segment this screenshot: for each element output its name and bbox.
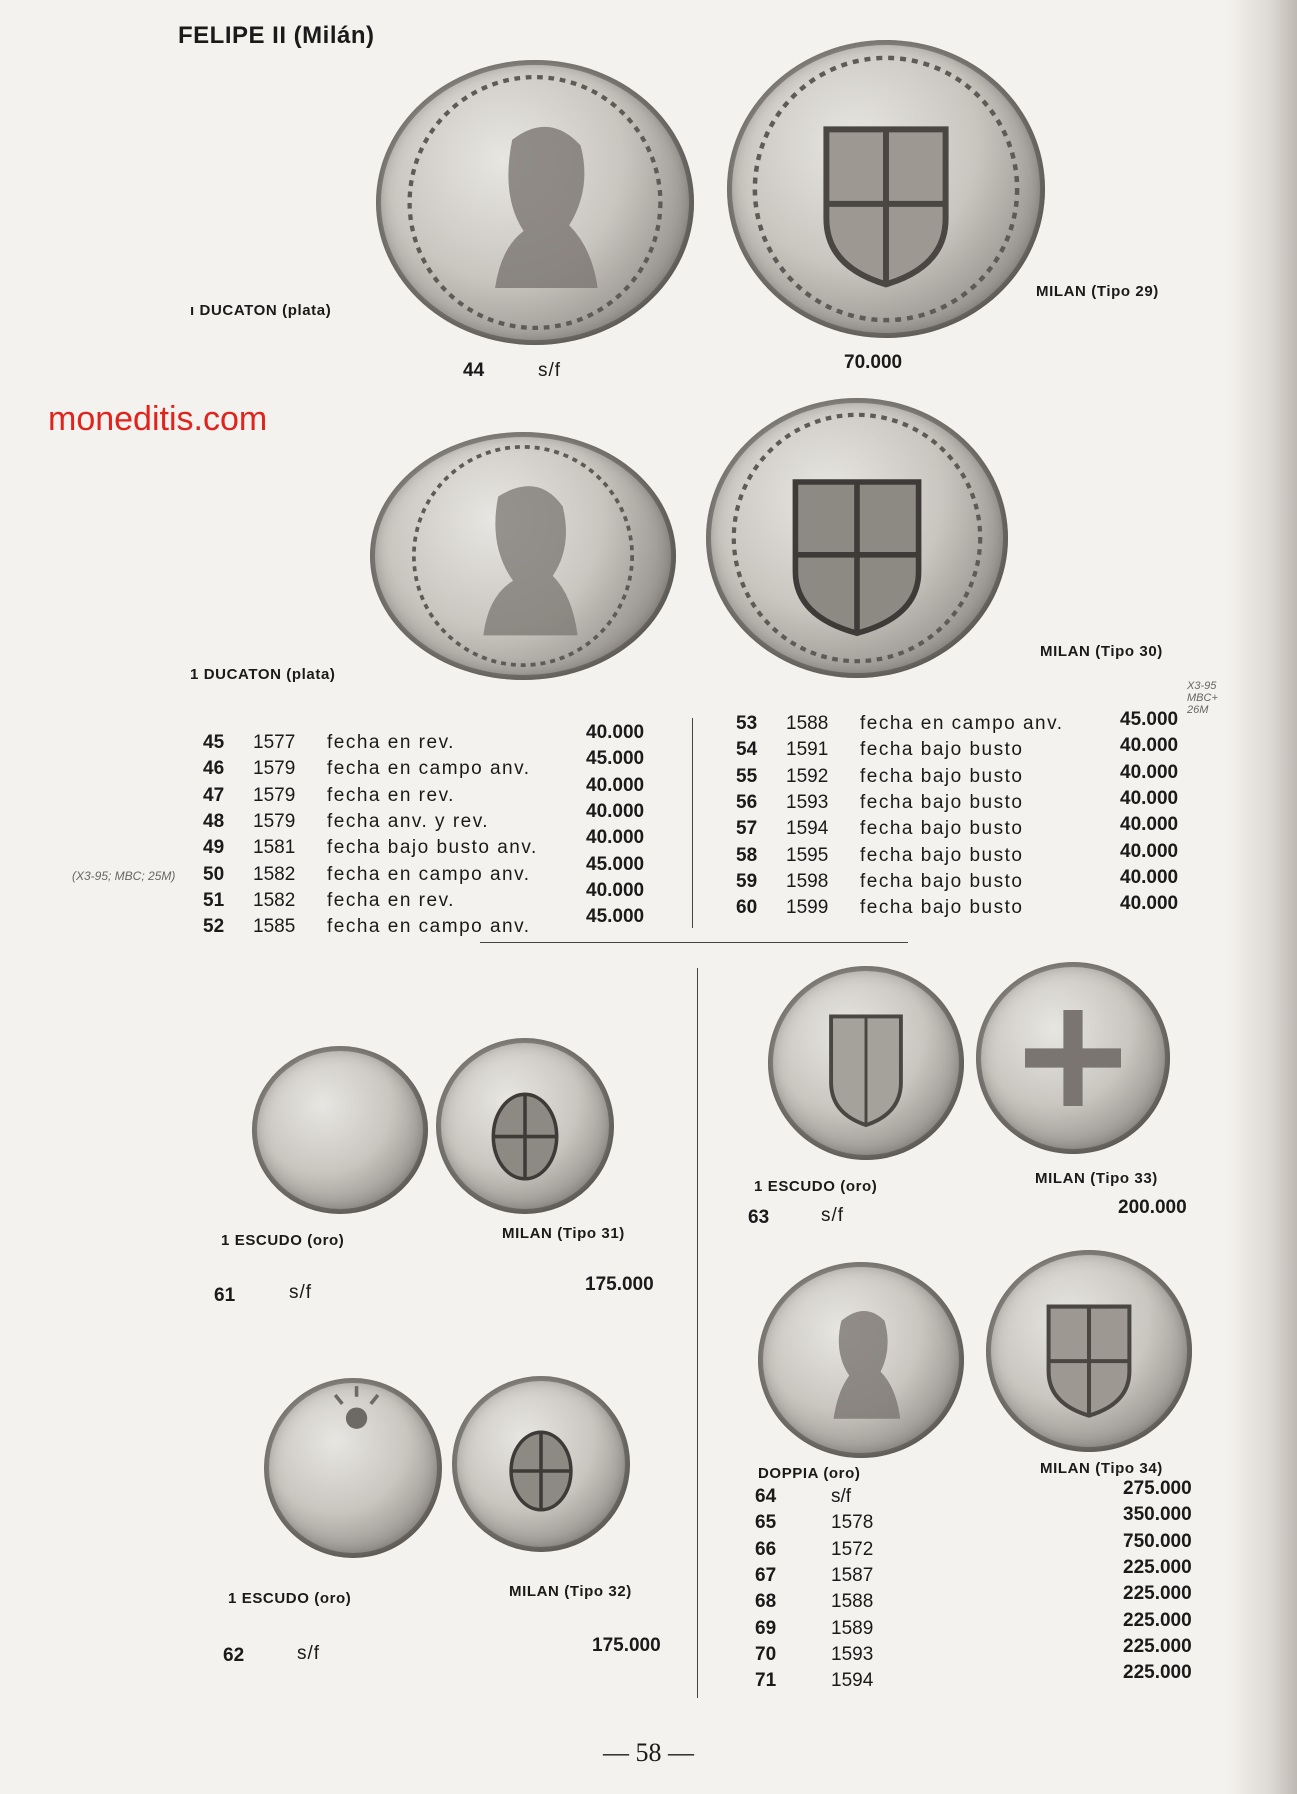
coat-of-arms-shield-icon [452, 1376, 630, 1552]
row-price: 40.000 [586, 827, 645, 849]
portrait-bust-icon [370, 432, 676, 680]
coin-63-type: MILAN (Tipo 33) [1035, 1170, 1158, 1187]
row-year: 1579 [253, 810, 296, 832]
coat-of-arms-shield-icon [768, 966, 964, 1160]
coin-62-date: s/f [297, 1643, 321, 1664]
row-number: 65 [755, 1512, 777, 1534]
doppia-reverse [986, 1250, 1192, 1452]
row-price: 40.000 [586, 879, 645, 901]
coin-44-price: 70.000 [844, 352, 903, 373]
row-price: 40.000 [1120, 866, 1179, 888]
escudo-31-reverse [436, 1038, 614, 1214]
coin-63-number: 63 [748, 1207, 770, 1228]
row-year: 1572 [831, 1538, 874, 1560]
row-description: fecha en campo anv. [327, 758, 531, 780]
portrait-bust-icon [758, 1262, 964, 1458]
row-number: 56 [736, 791, 758, 813]
row-number: 67 [755, 1564, 777, 1586]
row-description: fecha en rev. [327, 732, 455, 753]
coin-61-price: 175.000 [585, 1274, 654, 1295]
page-edge-shadow [1227, 0, 1297, 1794]
coin-63-denomination: 1 ESCUDO (oro) [754, 1178, 878, 1195]
row-description: fecha bajo busto [860, 870, 1024, 892]
row-number: 69 [755, 1617, 777, 1639]
row-price: 40.000 [1120, 735, 1179, 757]
row-year: 1591 [786, 739, 829, 761]
row-number: 60 [736, 897, 758, 919]
row-year: 1578 [831, 1512, 874, 1534]
row-number: 55 [736, 765, 758, 787]
row-year: 1585 [253, 916, 296, 938]
row-year: 1595 [786, 844, 829, 866]
coin-44-type: MILAN (Tipo 29) [1036, 283, 1159, 300]
row-price: 40.000 [586, 774, 645, 796]
portrait-bust-icon [376, 60, 694, 345]
row-price: 40.000 [1120, 840, 1179, 862]
coin-61-denomination: 1 ESCUDO (oro) [221, 1232, 345, 1249]
page-title: FELIPE II (Milán) [178, 22, 375, 49]
ducaton-table-right [736, 709, 1179, 923]
row-number: 48 [203, 810, 225, 832]
row-price: 225.000 [1123, 1662, 1192, 1684]
ducaton-table-left [203, 722, 663, 948]
row-year: 1589 [831, 1617, 874, 1639]
row-number: 49 [203, 837, 225, 859]
table-row [755, 1662, 1215, 1696]
row-price: 45.000 [586, 853, 645, 875]
escudo-33-reverse [976, 962, 1170, 1154]
coin-45-denomination: 1 DUCATON (plata) [190, 666, 336, 683]
table-row [736, 814, 1179, 844]
row-price: 750.000 [1123, 1530, 1192, 1552]
coat-of-arms-shield-icon [986, 1250, 1192, 1452]
row-price: 40.000 [1120, 814, 1179, 836]
coin-63-price: 200.000 [1118, 1197, 1187, 1218]
row-year: 1594 [831, 1670, 874, 1692]
row-number: 51 [203, 889, 225, 911]
row-year: 1593 [786, 791, 829, 813]
coat-of-arms-shield-icon [706, 398, 1008, 678]
row-price: 45.000 [1120, 709, 1179, 730]
row-number: 59 [736, 870, 758, 892]
row-price: 40.000 [586, 722, 645, 743]
row-price: 225.000 [1123, 1609, 1192, 1631]
row-description: fecha bajo busto [860, 739, 1024, 761]
row-year: 1598 [786, 870, 829, 892]
row-price: 45.000 [586, 748, 645, 770]
watermark: moneditis.com [48, 400, 268, 438]
row-number: 47 [203, 784, 225, 806]
doppia-table [755, 1478, 1215, 1706]
section-rule [480, 942, 908, 943]
row-year: 1582 [253, 889, 296, 911]
table-row [736, 787, 1179, 818]
page-number: — 58 — [603, 1738, 694, 1767]
table-row [736, 761, 1179, 792]
row-number: 70 [755, 1643, 777, 1665]
table-row [736, 840, 1179, 871]
row-description: fecha en rev. [327, 784, 455, 806]
row-year: 1579 [253, 784, 296, 806]
sun-icon [264, 1378, 442, 1558]
row-number: 64 [755, 1486, 777, 1507]
row-price: 225.000 [1123, 1635, 1192, 1657]
row-price: 40.000 [1120, 787, 1179, 809]
coin-61-date: s/f [289, 1282, 313, 1303]
row-price: 40.000 [1120, 893, 1179, 915]
column-divider [697, 968, 698, 1698]
row-price: 225.000 [1123, 1583, 1192, 1605]
handwritten-note-right: X3-95 MBC+ 26M [1187, 680, 1218, 716]
coat-of-arms-shield-icon [727, 40, 1045, 338]
row-number: 53 [736, 713, 758, 734]
coin-62-type: MILAN (Tipo 32) [509, 1583, 632, 1600]
row-number: 58 [736, 844, 758, 866]
row-number: 71 [755, 1670, 777, 1692]
coin-45-type: MILAN (Tipo 30) [1040, 643, 1163, 660]
coin-44-denomination: ı DUCATON (plata) [190, 302, 332, 319]
row-description: fecha bajo busto anv. [327, 837, 538, 859]
row-year: 1581 [253, 837, 296, 859]
table-row [736, 735, 1179, 765]
row-number: 57 [736, 818, 758, 840]
row-number: 52 [203, 916, 225, 938]
row-description: fecha bajo busto [860, 897, 1024, 919]
table-row [203, 906, 663, 942]
table-divider [692, 718, 693, 928]
table-row [736, 866, 1179, 897]
row-description: fecha bajo busto [860, 791, 1024, 813]
doppia-denomination: DOPPIA (oro) [758, 1465, 861, 1482]
coin-44-number: 44 [463, 360, 485, 381]
row-year: 1594 [786, 818, 829, 840]
ducaton-30-reverse [706, 398, 1008, 678]
row-number: 45 [203, 732, 225, 753]
row-price: 40.000 [1120, 761, 1179, 783]
row-year: s/f [831, 1486, 852, 1507]
escudo-31-obverse [252, 1046, 428, 1214]
row-price: 225.000 [1123, 1556, 1192, 1578]
row-description: fecha en campo anv. [327, 916, 531, 938]
escudo-33-obverse [768, 966, 964, 1160]
row-number: 68 [755, 1591, 777, 1613]
coin-61-number: 61 [214, 1285, 236, 1306]
row-description: fecha en campo anv. [860, 713, 1064, 734]
row-price: 350.000 [1123, 1504, 1192, 1526]
row-description: fecha bajo busto [860, 844, 1024, 866]
row-year: 1588 [831, 1591, 874, 1613]
row-description: fecha anv. y rev. [327, 810, 490, 832]
row-year: 1588 [786, 713, 829, 734]
ducaton-30-obverse [370, 432, 676, 680]
cross-icon [976, 962, 1170, 1154]
row-year: 1599 [786, 897, 829, 919]
coin-63-date: s/f [821, 1205, 845, 1226]
coin-62-denomination: 1 ESCUDO (oro) [228, 1590, 352, 1607]
row-price: 40.000 [586, 800, 645, 822]
row-number: 46 [203, 758, 225, 780]
coin-44-date: s/f [538, 360, 562, 381]
ducaton-29-reverse [727, 40, 1045, 338]
row-number: 54 [736, 739, 758, 761]
row-price: 45.000 [586, 906, 645, 928]
row-description: fecha en rev. [327, 889, 455, 911]
row-description: fecha bajo busto [860, 765, 1024, 787]
row-year: 1582 [253, 863, 296, 885]
doppia-type: MILAN (Tipo 34) [1040, 1460, 1163, 1477]
coin-62-number: 62 [223, 1645, 245, 1666]
row-number: 66 [755, 1538, 777, 1560]
table-row [736, 709, 1179, 739]
escudo-32-reverse [452, 1376, 630, 1552]
table-row [736, 893, 1179, 923]
coin-61-type: MILAN (Tipo 31) [502, 1225, 625, 1242]
handwritten-note-left: (X3-95; MBC; 25M) [72, 869, 176, 883]
coin-62-price: 175.000 [592, 1635, 661, 1656]
escudo-32-obverse [264, 1378, 442, 1558]
ducaton-29-obverse [376, 60, 694, 345]
doppia-obverse [758, 1262, 964, 1458]
row-price: 275.000 [1123, 1478, 1192, 1499]
row-year: 1592 [786, 765, 829, 787]
row-description: fecha bajo busto [860, 818, 1024, 840]
row-year: 1579 [253, 758, 296, 780]
row-number: 50 [203, 863, 225, 885]
row-year: 1593 [831, 1643, 874, 1665]
coat-of-arms-shield-icon [436, 1038, 614, 1214]
row-description: fecha en campo anv. [327, 863, 531, 885]
row-year: 1577 [253, 732, 296, 753]
row-year: 1587 [831, 1564, 874, 1586]
